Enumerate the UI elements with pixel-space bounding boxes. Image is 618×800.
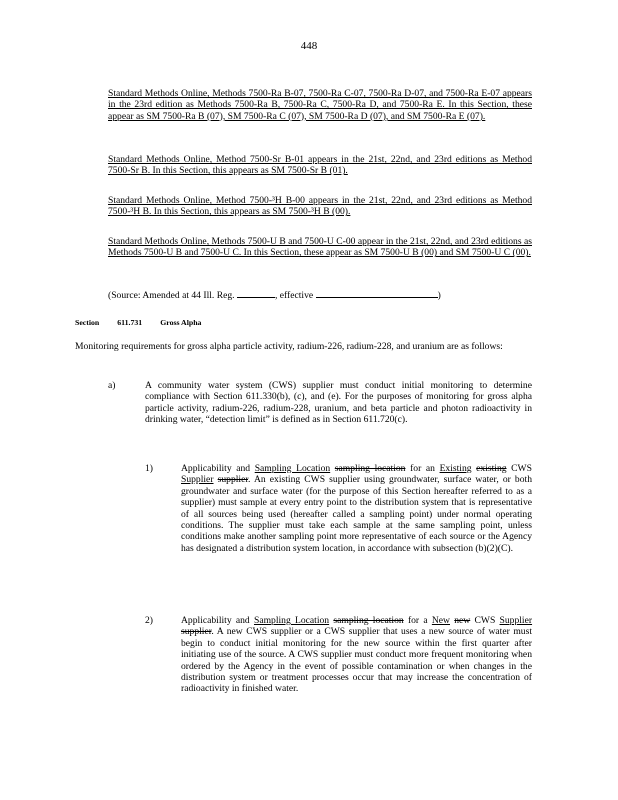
item-2-text: [181, 615, 532, 695]
item-1-for-an: for an: [410, 463, 435, 474]
item-1-text: [181, 463, 532, 554]
item-2-inserted-supplier: Supplier: [499, 615, 533, 626]
item-a-text: A community water system (CWS) supplier must conduct initial monitoring to determine compliance with Section 611.330(b), (c), and (e). For the purposes of monitoring for gross alpha particle activity, radium-226, radium-228, uranium, and beta particle and photon radioactivity in drinking water, “detection limit” is defined as in Section 611.720(c).: [145, 380, 532, 426]
source-prefix: (Source: Amended at 44 Ill. Reg.: [108, 290, 235, 301]
item-2-cws: CWS: [474, 615, 496, 626]
item-2-applicability: Applicability: [181, 615, 232, 626]
note-radium-methods: Standard Methods Online, Methods 7500-Ra B-07, 7500-Ra C-07, 7500-Ra D-07, and 7500-Ra E-07 appears in the 23rd edition as Methods 7500-Ra B, 7500-Ra C, 7500-Ra D, and 7500-Ra E. In this Section, these appear as SM 7500-Ra B (07), SM 7500-Ra C (07), SM 7500-Ra D (07), and SM 7500-Ra E (07).: [108, 88, 532, 122]
item-1-inserted-heading: Sampling Location: [254, 463, 331, 474]
source-middle: , effective: [274, 290, 314, 301]
section-label: Section: [75, 318, 100, 327]
source-suffix: ): [437, 290, 441, 301]
item-2-inserted-heading: Sampling Location: [253, 615, 330, 626]
item-1-inserted-supplier: Supplier: [181, 474, 214, 486]
item-1-cws: CWS: [511, 463, 532, 474]
item-1-inserted-existing: Existing: [439, 463, 472, 474]
item-2-inserted-new: New: [431, 615, 450, 626]
note-strontium-method: Standard Methods Online, Method 7500-Sr B-01 appears in the 21st, 22nd, and 23rd editions as Method 7500-Sr B. In this Section, this appears as SM 7500-Sr B (01).: [108, 154, 532, 177]
item-2-body: . A new CWS supplier or a CWS supplier that uses a new source of water must begin to conduct initial monitoring for the new source within the first quarter after initiating use of the source. A CWS supplier must conduct more frequent monitoring when ordered by the Agency in the event of possible contamination or when changes in the distribution system or treatment processes occur that may increase the concentration of radioactivity in finished water.: [181, 626, 532, 695]
note-tritium-method: Standard Methods Online, Method 7500-³H B-00 appears in the 21st, 22nd, and 23rd editions as Method 7500-³H B. In this Section, this appears as SM 7500-³H B (00).: [108, 195, 532, 218]
section-heading: [75, 318, 219, 327]
item-1-label: 1): [145, 463, 153, 474]
section-number: 611.731: [117, 318, 143, 327]
item-2-for-a: for a: [407, 615, 428, 626]
effective-date-blank: [316, 289, 438, 298]
item-a-label: a): [108, 380, 116, 391]
item-1-deleted-existing: existing: [476, 463, 507, 474]
item-1-applicability: Applicability: [181, 463, 232, 474]
item-1-deleted-heading: sampling location: [334, 463, 406, 474]
item-1-deleted-supplier: supplier: [217, 474, 249, 486]
intro-paragraph: Monitoring requirements for gross alpha particle activity, radium-226, radium-228, and uranium are as follows:: [75, 341, 503, 352]
register-page-blank: [237, 289, 275, 298]
note-uranium-methods: [108, 236, 532, 259]
section-title: Gross Alpha: [160, 318, 202, 327]
item-2-deleted-heading: sampling location: [333, 615, 404, 626]
item-2-deleted-supplier: supplier: [181, 626, 212, 638]
item-1-body: . An existing CWS supplier using groundwater, surface water, or both groundwater and surface water (for the purpose of this Section hereafter referred to as a supplier) must sample at every entry point to the distribution system that is representative of all sources being used (hereafter called a sampling point) under normal operating conditions. The supplier must take each sample at the same sampling point, unless conditions make another sampling point more representative of each source or the Agency has designated a distribution system location, in accordance with subsection (b)(2)(C).: [181, 474, 532, 554]
page-number: 448: [300, 40, 318, 52]
note-uranium-text: Standard Methods Online, Methods 7500-U B and 7500-U C-00 appear in the 21st, 22nd, and 23rd editions as Methods 7500-U B and 7500-U C. In this Section, these appear as SM 7500-U B (00) and SM 7500-U C (00).: [108, 236, 532, 259]
source-note: [108, 289, 532, 301]
item-2-label: 2): [145, 615, 153, 626]
item-2-deleted-new: new: [454, 615, 471, 626]
item-2-and: and: [235, 615, 250, 626]
item-1-and: and: [236, 463, 251, 474]
